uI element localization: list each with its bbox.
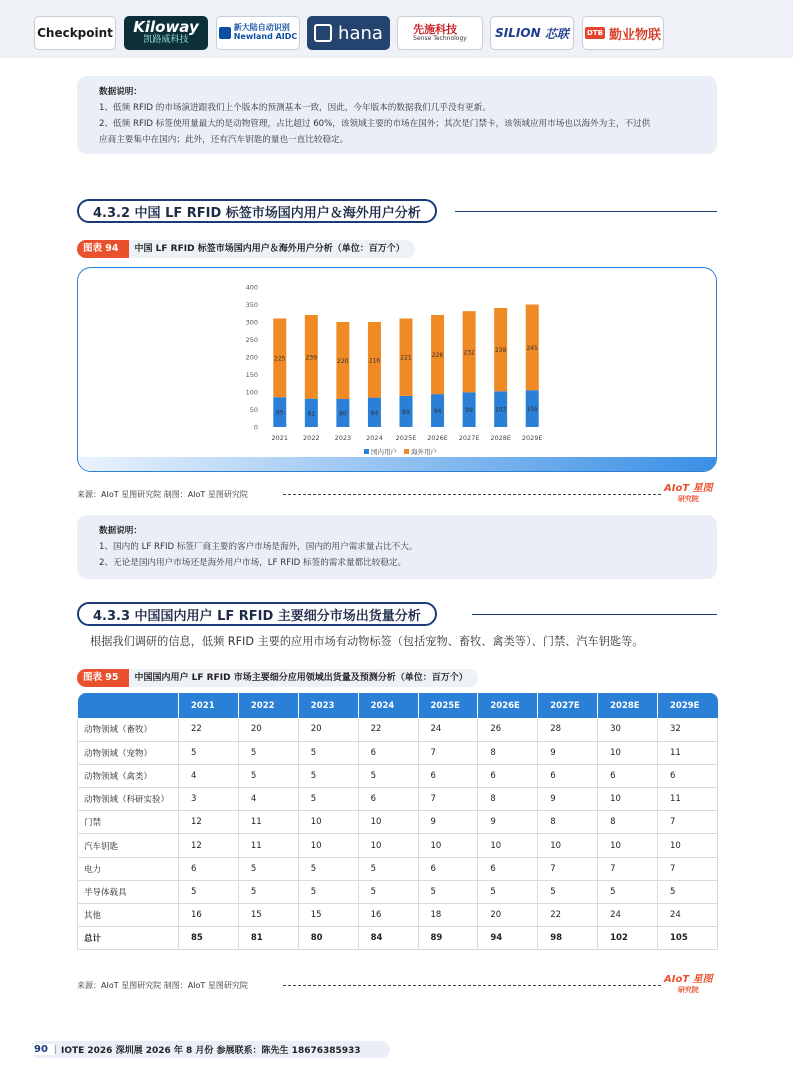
hana-logo (307, 16, 390, 50)
brand-sub: 研究院 (677, 495, 699, 503)
table-cell: 80 (298, 927, 358, 950)
section-title-4-3-3 (77, 602, 437, 626)
table-cell: 5 (358, 764, 418, 787)
table-cell: 8 (538, 811, 598, 834)
table-cell: 7 (418, 741, 478, 764)
x-tick-label: 2026E (427, 434, 448, 442)
bar-data-label: 94 (433, 408, 442, 416)
table-row (78, 741, 718, 764)
table-cell: 6 (478, 857, 538, 880)
sense-logo-en: Sense Technology (413, 34, 467, 42)
table-cell: 94 (478, 927, 538, 950)
table-cell: 7 (598, 857, 658, 880)
table-cell: 5 (238, 857, 298, 880)
brand-mark (664, 975, 713, 995)
stacked-bar-chart (78, 268, 717, 472)
y-tick-label: 100 (245, 388, 258, 397)
brand-mark (664, 484, 713, 504)
table-cell: 10 (598, 741, 658, 764)
table-cell: 7 (418, 788, 478, 811)
table-cell: 5 (478, 880, 538, 903)
table-cell: 6 (598, 764, 658, 787)
section-title-4-3-2 (77, 199, 437, 223)
table-cell: 24 (418, 718, 478, 741)
bar-data-label: 245 (526, 344, 538, 352)
table-cell: 10 (658, 834, 718, 857)
table-cell: 6 (358, 788, 418, 811)
table-header-cell (78, 693, 179, 718)
x-tick-label: 2028E (490, 434, 511, 442)
y-tick-label: 350 (245, 301, 258, 309)
table-cell: 11 (238, 811, 298, 834)
data-note-2 (77, 515, 717, 579)
table-row (78, 834, 718, 857)
bar-data-label: 216 (368, 357, 381, 365)
table-cell: 12 (179, 811, 239, 834)
dtb-logo-cn: 勤业物联 (608, 27, 661, 43)
x-tick-label: 2022 (303, 434, 320, 442)
table-cell: 24 (598, 904, 658, 927)
table-cell: 11 (658, 788, 718, 811)
table-cell: 6 (358, 741, 418, 764)
checkpoint-logo-text: Checkpoint (37, 26, 113, 40)
table-cell: 84 (358, 927, 418, 950)
table-cell: 11 (658, 741, 718, 764)
table-cell: 5 (238, 880, 298, 903)
data-note-line: 应商主要集中在国内；此外，还有汽车钥匙的量也一直比较稳定。 (99, 135, 349, 145)
x-tick-label: 2024 (366, 434, 383, 442)
table-cell: 28 (538, 718, 598, 741)
table-cell: 10 (358, 811, 418, 834)
table-cell: 9 (538, 788, 598, 811)
bar-data-label: 226 (431, 352, 444, 360)
table-cell: 18 (418, 904, 478, 927)
table-header-cell: 2023 (298, 693, 358, 718)
sense-logo (397, 16, 483, 50)
brand-name: AIoT 星图 (664, 483, 713, 494)
y-tick-label: 0 (253, 423, 258, 432)
bar-data-label: 105 (526, 406, 538, 414)
table-row (78, 788, 718, 811)
table-cell: 7 (658, 857, 718, 880)
table-cell: 85 (179, 927, 239, 950)
table-row (78, 764, 718, 787)
figure-tag: 图表 94 (77, 240, 129, 258)
section-divider (472, 614, 717, 615)
table-cell: 10 (298, 811, 358, 834)
table-cell: 102 (598, 927, 658, 950)
bar-data-label: 221 (400, 354, 412, 362)
table-header-cell: 2022 (238, 693, 298, 718)
table-cell: 6 (418, 857, 478, 880)
figure-title: 中国国内用户 LF RFID 市场主要细分应用领域出货量及预测分析（单位：百万个） (121, 669, 478, 687)
table-cell: 12 (179, 834, 239, 857)
table-cell: 9 (538, 741, 598, 764)
page-number: 90 (30, 1044, 54, 1055)
table-header-cell: 2027E (538, 693, 598, 718)
newland-mark-icon (219, 27, 231, 39)
y-tick-label: 200 (245, 353, 258, 362)
table-cell: 5 (298, 788, 358, 811)
table-cell: 32 (658, 718, 718, 741)
footer-separator: | (53, 1044, 57, 1055)
brand-sub: 研究院 (677, 986, 699, 994)
figure-95-label (77, 669, 478, 687)
table-header-row (78, 693, 718, 718)
table-cell: 10 (358, 834, 418, 857)
table-cell: 8 (598, 811, 658, 834)
table-cell: 22 (538, 904, 598, 927)
data-note-line: 1、国内的 LF RFID 标签厂商主要的客户市场是海外，国内的用户需求量占比不大。 (99, 542, 418, 552)
table-cell: 30 (598, 718, 658, 741)
table-header-cell: 2029E (658, 693, 718, 718)
figure-source: 来源：AIoT 星图研究院 制图：AIoT 星图研究院 (77, 490, 248, 499)
table-cell: 10 (298, 834, 358, 857)
bar-data-label: 85 (275, 409, 284, 417)
table-cell: 5 (358, 880, 418, 903)
newland-logo (216, 16, 300, 50)
data-note-1 (77, 76, 717, 154)
table-cell: 6 (658, 764, 718, 787)
table-cell: 5 (658, 880, 718, 903)
table-cell: 7 (538, 857, 598, 880)
table-cell: 5 (538, 880, 598, 903)
data-note-line: 1、低频 RFID 的市场演进跟我们上个版本的预测基本一致，因此，今年版本的数据我们几乎没有更新。 (99, 103, 491, 113)
newland-logo-cn: 新大陆自动识别 (233, 23, 290, 33)
table-cell: 10 (598, 788, 658, 811)
sense-logo-cn: 先施科技 (413, 23, 458, 37)
silion-logo-cn: 芯联 (544, 26, 569, 41)
y-tick-label: 250 (245, 336, 258, 344)
sponsor-logo-bar (0, 0, 793, 58)
table-cell: 10 (418, 834, 478, 857)
shipment-table (77, 693, 718, 950)
checkpoint-logo (34, 16, 116, 50)
bar-data-label: 99 (465, 407, 473, 415)
table-cell: 20 (238, 718, 298, 741)
table-header-cell: 2025E (418, 693, 478, 718)
table-row (78, 904, 718, 927)
table-cell: 5 (238, 741, 298, 764)
kiloway-logo-en: Kiloway (133, 18, 199, 37)
table-cell: 5 (298, 857, 358, 880)
table-cell: 8 (478, 788, 538, 811)
x-tick-label: 2023 (334, 434, 352, 442)
table-row (78, 811, 718, 834)
figure-tag: 图表 95 (77, 669, 129, 687)
table-cell: 6 (418, 764, 478, 787)
bar-data-label: 81 (307, 410, 316, 418)
table-cell: 8 (478, 741, 538, 764)
table-cell: 4 (179, 764, 239, 787)
table-cell: 20 (478, 904, 538, 927)
x-tick-label: 2027E (458, 434, 480, 442)
section-divider (455, 211, 717, 212)
bar-data-label: 84 (370, 409, 379, 417)
x-tick-label: 2029E (521, 434, 543, 442)
page-footer (30, 1041, 390, 1058)
table-cell: 5 (358, 857, 418, 880)
table-cell: 10 (478, 834, 538, 857)
dtb-logo (582, 16, 664, 50)
legend-swatch-domestic (364, 449, 369, 454)
data-note-line: 2、低频 RFID 标签使用量最大的是动物管理，占比超过 60%，该领域主要的市场在国外；其次是门禁卡，该领域应用市场也以海外为主，不过供 (99, 119, 651, 129)
table-cell: 3 (179, 788, 239, 811)
y-tick-label: 400 (245, 283, 258, 292)
kiloway-logo-cn: 凯路威科技 (143, 35, 189, 46)
kiloway-logo (124, 16, 208, 50)
table-header-cell: 2028E (598, 693, 658, 718)
bar-data-label: 89 (402, 408, 410, 416)
table-cell: 105 (658, 927, 718, 950)
table-cell: 6 (179, 857, 239, 880)
table-cell: 20 (298, 718, 358, 741)
bar-data-label: 232 (463, 349, 475, 357)
table-cell: 6 (538, 764, 598, 787)
data-note-title: 数据说明： (99, 526, 142, 536)
chart-frame (77, 267, 717, 472)
table-cell: 5 (179, 741, 239, 764)
table-cell: 5 (298, 741, 358, 764)
source-divider (283, 985, 661, 986)
table-cell: 10 (598, 834, 658, 857)
body-paragraph: 根据我们调研的信息，低频 RFID 主要的应用市场有动物标签（包括宠物、畜牧、禽类等）、门禁、汽车钥匙等。 (90, 635, 644, 648)
table-row-label: 门禁 (78, 811, 179, 834)
figure-title: 中国 LF RFID 标签市场国内用户＆海外用户分析（单位：百万个） (121, 240, 415, 258)
source-divider (283, 494, 661, 495)
silion-logo-en: SILION (495, 26, 541, 40)
y-tick-label: 150 (245, 371, 258, 379)
legend-label: 海外用户 (411, 448, 437, 456)
table-row (78, 857, 718, 880)
data-note-title: 数据说明： (99, 87, 142, 97)
table-row (78, 880, 718, 903)
table-total-row (78, 927, 718, 950)
newland-logo-en: Newland AIDC (233, 32, 298, 41)
brand-name: AIoT 星图 (664, 974, 713, 985)
table-cell: 5 (238, 764, 298, 787)
table-cell: 5 (418, 880, 478, 903)
table-row-label: 动物领域（科研实验） (78, 788, 179, 811)
y-tick-label: 300 (245, 318, 258, 327)
table-cell: 22 (179, 718, 239, 741)
legend-label: 国内用户 (371, 448, 397, 456)
table-header-cell: 2024 (358, 693, 418, 718)
hana-mark-icon (314, 24, 332, 42)
bar-data-label: 102 (494, 406, 507, 414)
table-row-label: 汽车钥匙 (78, 834, 179, 857)
x-tick-label: 2021 (271, 434, 289, 442)
table-source: 来源：AIoT 星图研究院 制图：AIoT 星图研究院 (77, 981, 248, 990)
table-cell: 16 (358, 904, 418, 927)
figure-94-label (77, 240, 415, 258)
table-cell: 5 (298, 764, 358, 787)
table-row-label: 总计 (78, 927, 179, 950)
table-row-label: 其他 (78, 904, 179, 927)
table-cell: 98 (538, 927, 598, 950)
table-cell: 81 (238, 927, 298, 950)
table-row-label: 动物领域（畜牧） (78, 718, 179, 741)
table-cell: 9 (418, 811, 478, 834)
dtb-logo-box: DTB (587, 29, 603, 37)
table-row-label: 半导体载具 (78, 880, 179, 903)
table-header-cell: 2021 (179, 693, 239, 718)
table-header-cell: 2026E (478, 693, 538, 718)
table-cell: 16 (179, 904, 239, 927)
table-cell: 7 (658, 811, 718, 834)
table-cell: 6 (478, 764, 538, 787)
section-title-text: 4.3.2 中国 LF RFID 标签市场国内用户＆海外用户分析 (93, 205, 421, 221)
footer-text: IOTE 2026 深圳展 2026 年 8 月份 参展联系：陈先生 18676385933 (60, 1046, 361, 1056)
table-cell: 15 (238, 904, 298, 927)
hana-logo-text: hana (338, 22, 383, 44)
table-cell: 22 (358, 718, 418, 741)
bar-data-label: 239 (305, 354, 318, 362)
table-row-label: 动物领域（宠物） (78, 741, 179, 764)
y-tick-label: 50 (249, 406, 258, 414)
table-cell: 24 (658, 904, 718, 927)
table-cell: 5 (598, 880, 658, 903)
table-cell: 5 (298, 880, 358, 903)
table-cell: 5 (179, 880, 239, 903)
silion-logo (490, 16, 574, 50)
legend-swatch-overseas (404, 449, 409, 454)
table-cell: 11 (238, 834, 298, 857)
data-note-line: 2、无论是国内用户市场还是海外用户市场，LF RFID 标签的需求量都比较稳定。 (99, 558, 407, 568)
table-cell: 15 (298, 904, 358, 927)
table-row-label: 动物领域（禽类） (78, 764, 179, 787)
table-cell: 89 (418, 927, 478, 950)
bar-data-label: 80 (339, 410, 347, 418)
table-row (78, 718, 718, 741)
section-title-text: 4.3.3 中国国内用户 LF RFID 主要细分市场出货量分析 (93, 608, 421, 624)
x-tick-label: 2025E (395, 434, 417, 442)
table-cell: 4 (238, 788, 298, 811)
table-row-label: 电力 (78, 857, 179, 880)
bar-data-label: 238 (494, 347, 507, 355)
bar-data-label: 225 (274, 355, 286, 363)
table-cell: 26 (478, 718, 538, 741)
bar-data-label: 220 (337, 358, 349, 365)
table-cell: 9 (478, 811, 538, 834)
table-cell: 10 (538, 834, 598, 857)
